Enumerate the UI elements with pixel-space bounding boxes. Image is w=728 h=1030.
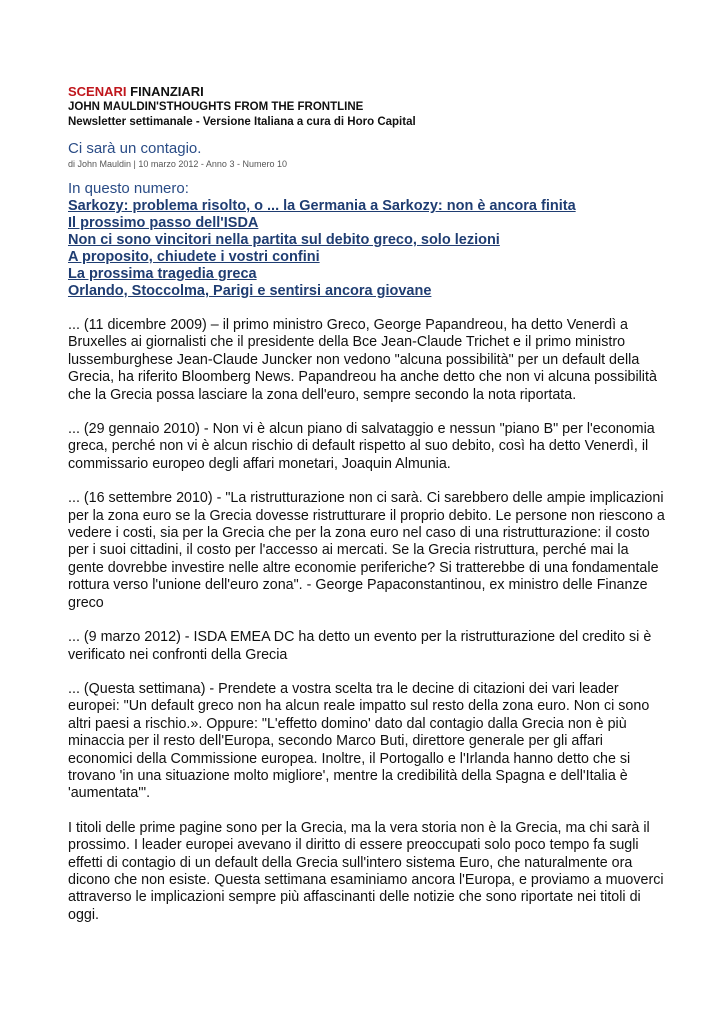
- newsletter-subtitle: JOHN MAULDIN'STHOUGHTS FROM THE FRONTLINE: [68, 101, 364, 113]
- article-byline: di John Mauldin | 10 marzo 2012 - Anno 3 - Numero 10: [68, 159, 287, 169]
- toc-link[interactable]: Orlando, Stoccolma, Parigi e sentirsi ancora giovane: [68, 283, 432, 299]
- toc-link[interactable]: La prossima tragedia greca: [68, 266, 257, 282]
- document-page: [68, 84, 668, 941]
- toc-link[interactable]: Il prossimo passo dell'ISDA: [68, 215, 259, 231]
- toc-heading: In questo numero:: [68, 180, 189, 197]
- masthead-accent: SCENARI: [68, 84, 127, 99]
- article-body: [68, 317, 668, 924]
- masthead-rest: FINANZIARI: [130, 84, 204, 99]
- toc-list: [68, 198, 668, 300]
- newsletter-masthead: [68, 84, 668, 100]
- body-paragraph: ... (11 dicembre 2009) – il primo ministro Greco, George Papandreou, ha detto Venerdì a Bruxelles ai giornalisti che il presidente della Bce Jean-Claude Trichet e il primo ministro lussemburghese Jean-Claude Juncker non vedono "alcuna possibilità" per un default della Grecia, ha riferito Bloomberg News. Papandreou ha anche detto che non vi alcuna possibilità che la Grecia possa lasciare la zona dell'euro, sempre secondo la nota riportata.: [68, 317, 657, 403]
- body-paragraph: I titoli delle prime pagine sono per la Grecia, ma la vera storia non è la Grecia, ma chi sarà il prossimo. I leader europei avevano il diritto di essere preoccupati solo poco tempo fa sugli effetti di contagio di un default della Grecia sull'intero sistema Euro, che naturalmente ora dicono che non esiste. Questa settimana esaminiamo ancora l'Europa, e proviamo a muoverci attraverso le implicazioni sempre più affascinanti delle notizie che sono riportate nei titoli di oggi.: [68, 819, 664, 923]
- toc-link[interactable]: Sarkozy: problema risolto, o ... la Germania a Sarkozy: non è ancora finita: [68, 198, 576, 214]
- toc-link[interactable]: Non ci sono vincitori nella partita sul debito greco, solo lezioni: [68, 232, 500, 248]
- body-paragraph: ... (9 marzo 2012) - ISDA EMEA DC ha detto un evento per la ristrutturazione del credito si è verificato nei confronti della Grecia: [68, 629, 652, 663]
- body-paragraph: ... (Questa settimana) - Prendete a vostra scelta tra le decine di citazioni dei vari leader europei: "Un default greco non ha alcun reale impatto sul resto della zona euro. Non ci sono altri paesi a rischio.». Oppure: "L'effetto domino' dato dal contagio dalla Grecia non è più minaccia per il resto dell'Europa, secondo Marco Buti, direttore generale per gli affari economici della Commissione europea. Inoltre, il Portogallo e l'Irlanda hanno detto che si trovano 'in una situazione molto migliore', mentre la credibilità della Spagna e dell'Italia è 'aumentata'".: [68, 680, 650, 802]
- toc-link[interactable]: A proposito, chiudete i vostri confini: [68, 249, 320, 265]
- newsletter-tagline: Newsletter settimanale - Versione Italiana a cura di Horo Capital: [68, 116, 416, 128]
- article-title: Ci sarà un contagio.: [68, 140, 202, 157]
- body-paragraph: ... (29 gennaio 2010) - Non vi è alcun piano di salvataggio e nessun "piano B" per l'economia greca, perché non vi è alcun rischio di default rispetto al suo debito, così ha detto Venerdì, il commissario europeo degli affari monetari, Joaquin Almunia.: [68, 421, 655, 472]
- body-paragraph: ... (16 settembre 2010) - "La ristrutturazione non ci sarà. Ci sarebbero delle ampie implicazioni per la zona euro se la Grecia dovesse ristrutturare il proprio debito. Le persone non riescono a vedere i costi, sia per la Grecia che per la zona euro nel caso di una ristrutturazione: il costo per i suoi cittadini, il costo per l'accesso ai mercati. Se la Grecia ristruttura, perché mai la gente dovrebbe investire nelle altre economie periferiche? Si tratterebbe di una fondamentale rottura verso l'unione dell'euro zona". - George Papaconstantinou, ex ministro delle Finanze greco: [68, 490, 665, 611]
